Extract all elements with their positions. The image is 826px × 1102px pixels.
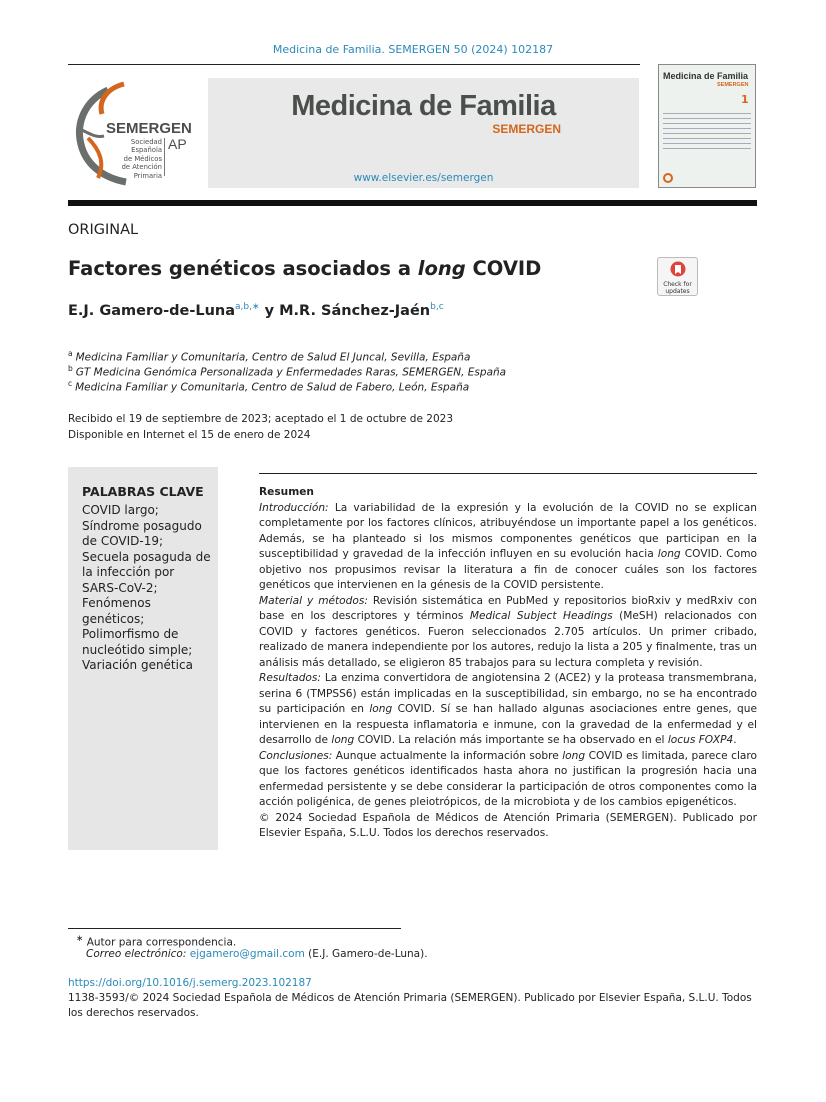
logo-org-lines [108,138,162,180]
abstract-text: La enzima convertidora de angiotensina 2 (ACE2) y la proteasa transmembrana, serina 6 (TMPSS6) están implicadas en la susceptibilidad, sin embargo, no se ha encontrado su participación en [259,672,757,715]
keywords-heading: PALABRAS CLAVE [82,484,204,499]
abstract-text: . [733,734,737,746]
journal-cover-thumbnail[interactable] [658,64,756,188]
logo-text: SEMERGEN [106,120,192,137]
logo-ap: AP [168,136,187,152]
article-title [68,257,541,280]
email-label: Correo electrónico: [86,948,187,960]
keyword-line: nucleótido simple; [82,642,193,657]
abstract-label: Introducción: [259,501,329,514]
abstract-italic: locus FOXP4 [667,734,734,746]
title-part: Factores genéticos asociados a [68,257,418,280]
banner-url-link[interactable]: www.elsevier.es/semergen [353,172,494,184]
author-affiliation-link[interactable]: b,c [430,302,444,312]
abstract-introduction [259,501,757,594]
affiliation-mark: a [68,349,73,358]
abstract-rule [259,473,757,474]
title-part: COVID [465,257,542,280]
email-note [86,948,428,960]
check-badge-label: Check for updates [663,281,692,295]
abstract-italic: long [331,734,355,746]
received-date: Recibido el 19 de septiembre de 2023; aceptado el 1 de octubre de 2023 [68,413,453,425]
footnote-mark: ∗ [76,934,84,944]
affiliation [68,349,470,364]
keyword-line: COVID largo; [82,503,159,517]
abstract-methods [259,594,757,672]
journal-reference[interactable]: Medicina de Familia. SEMERGEN 50 (2024) 102187 [272,43,554,56]
affiliation-text: Medicina Familiar y Comunitaria, Centro de Salud El Juncal, Sevilla, España [75,351,471,364]
header-thick-rule [68,200,757,206]
keyword-line: Secuela posaguda de [82,549,211,564]
title-italic: long [417,257,466,280]
abstract-text: COVID es limitada, parece claro que los factores genéticos identificados hasta ahora no justifican la progresión hacia una enfermedad persistente y se debe considerar la participación de otros componentes como la acción poligénica, de genes pleiotrópicos, de la microbiota y de los cambios epigenéticos. [259,749,757,808]
logo-org-line: de Atención [121,163,162,172]
abstract [259,485,757,842]
abstract-italic: long [657,548,681,560]
keyword-line: de COVID-19; [82,534,164,548]
abstract-label: Material y métodos: [259,594,368,607]
affiliation-text: GT Medicina Genómica Personalizada y Enfermedades Raras, SEMERGEN, España [75,366,507,379]
keyword-line: Variación genética [82,658,193,672]
affiliation-text: Medicina Familiar y Comunitaria, Centro de Salud de Fabero, León, España [75,381,470,394]
abstract-text: Aunque actualmente la información sobre [332,749,563,762]
abstract-text: Revisión sistemática en PubMed y repositorios bioRxiv y medRxiv con base en los descriptores y términos [259,594,758,622]
abstract-heading: Resumen [259,486,314,498]
abstract-conclusions [259,749,757,811]
doi-link[interactable]: https://doi.org/10.1016/j.semerg.2023.102187 [68,977,312,989]
affiliation [68,364,506,379]
cover-logo-icon [663,173,673,183]
semergen-logo [68,78,196,188]
author-list [68,302,444,319]
header-rule [68,64,640,65]
cover-subtitle: SEMERGEN [717,82,749,88]
logo-org-line: Primaria [133,171,162,180]
keywords-list [82,503,216,674]
keyword-line: genéticos; [82,611,145,626]
logo-org-line: de Médicos [123,154,162,163]
banner-title: Medicina de Familia [291,90,556,122]
abstract-label: Conclusiones: [259,749,333,762]
journal-banner [208,78,639,188]
check-for-updates-badge[interactable] [657,257,698,296]
keyword-line: SARS-CoV-2; [82,580,158,595]
abstract-text: (MeSH) relacionados con COVID y factores genéticos. Fueron seleccionados 2.705 artículos. Un primer cribado, realizado de manera independiente por los autores, redujo la lista a 205 y finalmente, tras un análisis más detallado, se eligieron 85 trabajos para su lectura completa y revisión. [259,610,757,669]
email-suffix: (E.J. Gamero-de-Luna). [304,948,428,960]
abstract-italic: long [369,703,393,715]
footnote-text: Autor para correspondencia. [86,936,237,949]
abstract-text: COVID. La relación más importante se ha observado en el [354,734,668,746]
email-link[interactable]: ejgamero@gmail.com [189,948,305,960]
abstract-copyright: © 2024 Sociedad Española de Médicos de Atención Primaria (SEMERGEN). Publicado por Elsevier España, S.L.U. Todos los derechos reservados. [259,811,757,839]
banner-subtitle: SEMERGEN [492,122,561,136]
keyword-line: Síndrome posagudo [82,518,202,533]
logo-org-line: Sociedad [130,138,162,146]
author-name: M.R. Sánchez-Jaén [279,302,431,319]
issn-copyright: 1138-3593/© 2024 Sociedad Española de Médicos de Atención Primaria (SEMERGEN). Publicado por Elsevier España, S.L.U. Todos los derechos reservados. [68,992,752,1019]
keyword-line: la infección por [82,565,175,579]
logo-org-line: Española [131,146,162,155]
author-separator: y [259,302,280,319]
affiliation [68,379,469,394]
article-section-label: ORIGINAL [68,222,139,238]
keyword-line: Polimorfismo de [82,627,179,641]
abstract-text: COVID. Sí se han hallado algunas asociaciones entre genes, que intervienen en la respuesta inflamatoria e inmune, con la gravedad de la enfermedad y el desarrollo de [259,703,758,746]
author-name: E.J. Gamero-de-Luna [68,302,236,319]
abstract-label: Resultados: [259,672,321,684]
author-affiliation-link[interactable]: a,b,∗ [235,302,260,312]
keyword-line: Fenómenos [82,596,151,610]
abstract-text: La variabilidad de la expresión y la evolución de la COVID no se explican completamente por los factores clínicos, atribuyéndose un importante papel a los genéticos. Además, se ha planteado si los mismos componentes genéticos que participan en la susceptibilidad y gravedad de la infección influyen en su evolución hacia [259,501,757,560]
corresponding-author-note [76,934,236,949]
abstract-italic: long [562,749,586,762]
abstract-italic: Medical Subject Headings [469,610,613,622]
affiliation-mark: c [68,379,73,388]
abstract-results [259,671,757,749]
abstract-text: COVID. Como objetivo nos propusimos revisar la literatura a fin de conocer cuáles son los factores genéticos que intervienen en la génesis de la COVID persistente. [259,548,757,591]
cover-title: Medicina de Familia [663,71,749,81]
cover-number: 1 [741,93,749,106]
keywords-panel [68,467,218,850]
affiliation-mark: b [68,364,73,373]
available-date: Disponible en Internet el 15 de enero de 2024 [68,429,311,441]
logo-divider [164,138,165,176]
footnote-rule [68,928,401,929]
cover-contents-lines [663,109,751,179]
bookmark-icon [670,261,686,279]
